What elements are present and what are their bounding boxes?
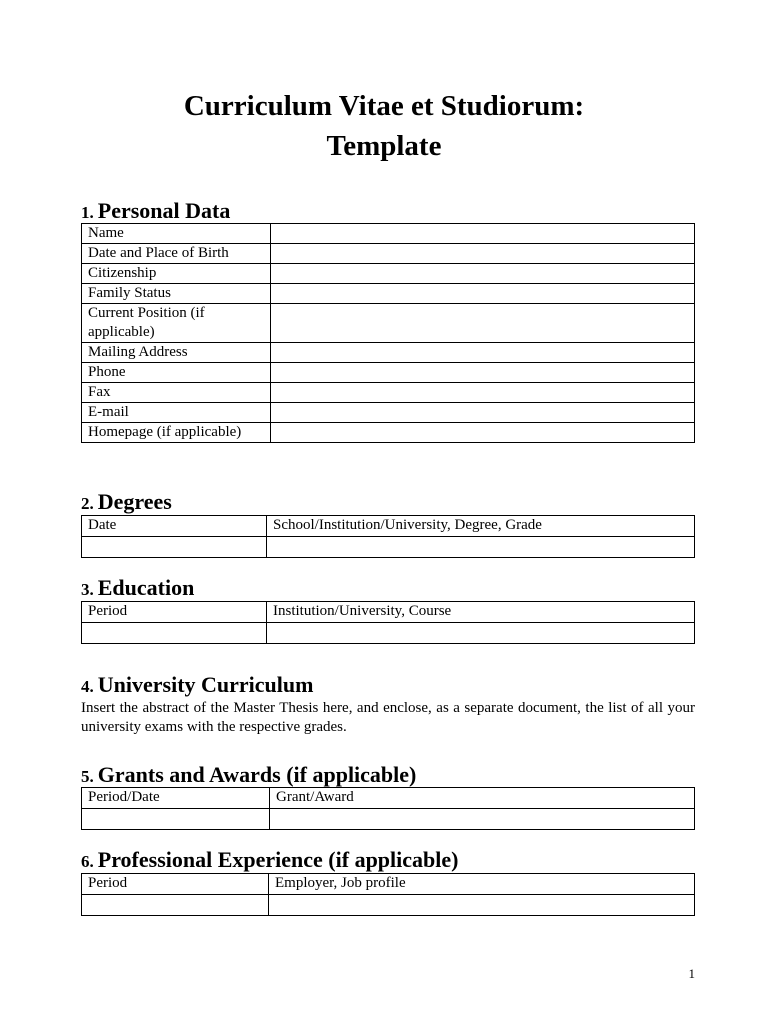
field-value-cell[interactable] bbox=[271, 403, 695, 423]
table-cell[interactable] bbox=[82, 623, 267, 644]
section-heading-university-curriculum bbox=[81, 672, 313, 698]
field-label: Family Status bbox=[82, 284, 271, 304]
field-value-cell[interactable] bbox=[271, 304, 695, 343]
table-header-row bbox=[82, 602, 695, 623]
column-header: Period/Date bbox=[82, 788, 270, 809]
section-title: University Curriculum bbox=[97, 672, 314, 697]
table-cell[interactable] bbox=[82, 537, 267, 558]
field-value-cell[interactable] bbox=[271, 244, 695, 264]
field-value-cell[interactable] bbox=[271, 284, 695, 304]
column-header: Institution/University, Course bbox=[267, 602, 695, 623]
table-row bbox=[82, 403, 695, 423]
field-label: Date and Place of Birth bbox=[82, 244, 271, 264]
table-row bbox=[82, 224, 695, 244]
table-row bbox=[82, 363, 695, 383]
section-title: Professional Experience (if applicable) bbox=[97, 847, 459, 872]
column-header: Period bbox=[82, 874, 269, 895]
table-header-row bbox=[82, 788, 695, 809]
column-header: School/Institution/University, Degree, Grade bbox=[267, 516, 695, 537]
table-row bbox=[82, 537, 695, 558]
title-line-2: Template bbox=[326, 130, 442, 162]
table-header-row bbox=[82, 516, 695, 537]
field-label: E-mail bbox=[82, 403, 271, 423]
page-number: 1 bbox=[688, 966, 695, 981]
table-row bbox=[82, 304, 695, 343]
field-value-cell[interactable] bbox=[271, 363, 695, 383]
column-header: Grant/Award bbox=[270, 788, 695, 809]
section-number: 2. bbox=[81, 494, 94, 513]
education-table bbox=[81, 601, 695, 644]
experience-table bbox=[81, 873, 695, 916]
table-cell[interactable] bbox=[270, 809, 695, 830]
field-label: Mailing Address bbox=[82, 343, 271, 363]
curriculum-instructions: Insert the abstract of the Master Thesis here, and enclose, as a separate document, the list of all your university exams with the respective grades. bbox=[81, 700, 695, 735]
document-title bbox=[0, 86, 768, 166]
field-label: Citizenship bbox=[82, 264, 271, 284]
section-title: Degrees bbox=[97, 489, 172, 514]
table-cell[interactable] bbox=[82, 895, 269, 916]
section-heading-grants-awards bbox=[81, 762, 416, 788]
column-header: Employer, Job profile bbox=[269, 874, 695, 895]
section-title: Grants and Awards (if applicable) bbox=[97, 762, 417, 787]
field-value-cell[interactable] bbox=[271, 423, 695, 443]
table-row bbox=[82, 423, 695, 443]
section-number: 4. bbox=[81, 677, 94, 696]
section-number: 1. bbox=[81, 203, 94, 222]
table-cell[interactable] bbox=[267, 537, 695, 558]
table-header-row bbox=[82, 874, 695, 895]
table-row bbox=[82, 895, 695, 916]
personal-data-table bbox=[81, 223, 695, 443]
field-value-cell[interactable] bbox=[271, 343, 695, 363]
table-row bbox=[82, 284, 695, 304]
grants-table bbox=[81, 787, 695, 830]
degrees-table bbox=[81, 515, 695, 558]
table-row bbox=[82, 623, 695, 644]
field-value-cell[interactable] bbox=[271, 383, 695, 403]
table-row bbox=[82, 343, 695, 363]
table-cell[interactable] bbox=[269, 895, 695, 916]
section-number: 5. bbox=[81, 767, 94, 786]
section-number: 6. bbox=[81, 852, 94, 871]
title-line-1: Curriculum Vitae et Studiorum: bbox=[183, 90, 585, 122]
field-label: Fax bbox=[82, 383, 271, 403]
table-cell[interactable] bbox=[82, 809, 270, 830]
column-header: Period bbox=[82, 602, 267, 623]
field-label: Homepage (if applicable) bbox=[82, 423, 271, 443]
table-row bbox=[82, 264, 695, 284]
field-label: Current Position (if applicable) bbox=[82, 304, 271, 343]
table-cell[interactable] bbox=[267, 623, 695, 644]
section-heading-personal-data bbox=[81, 198, 230, 224]
section-heading-education bbox=[81, 575, 194, 601]
field-label: Name bbox=[82, 224, 271, 244]
section-heading-degrees bbox=[81, 489, 172, 515]
table-row bbox=[82, 383, 695, 403]
section-number: 3. bbox=[81, 580, 94, 599]
field-value-cell[interactable] bbox=[271, 264, 695, 284]
section-title: Education bbox=[97, 575, 195, 600]
column-header: Date bbox=[82, 516, 267, 537]
section-title: Personal Data bbox=[97, 198, 231, 223]
field-label: Phone bbox=[82, 363, 271, 383]
table-row bbox=[82, 244, 695, 264]
field-value-cell[interactable] bbox=[271, 224, 695, 244]
section-heading-professional-experience bbox=[81, 847, 458, 873]
table-row bbox=[82, 809, 695, 830]
